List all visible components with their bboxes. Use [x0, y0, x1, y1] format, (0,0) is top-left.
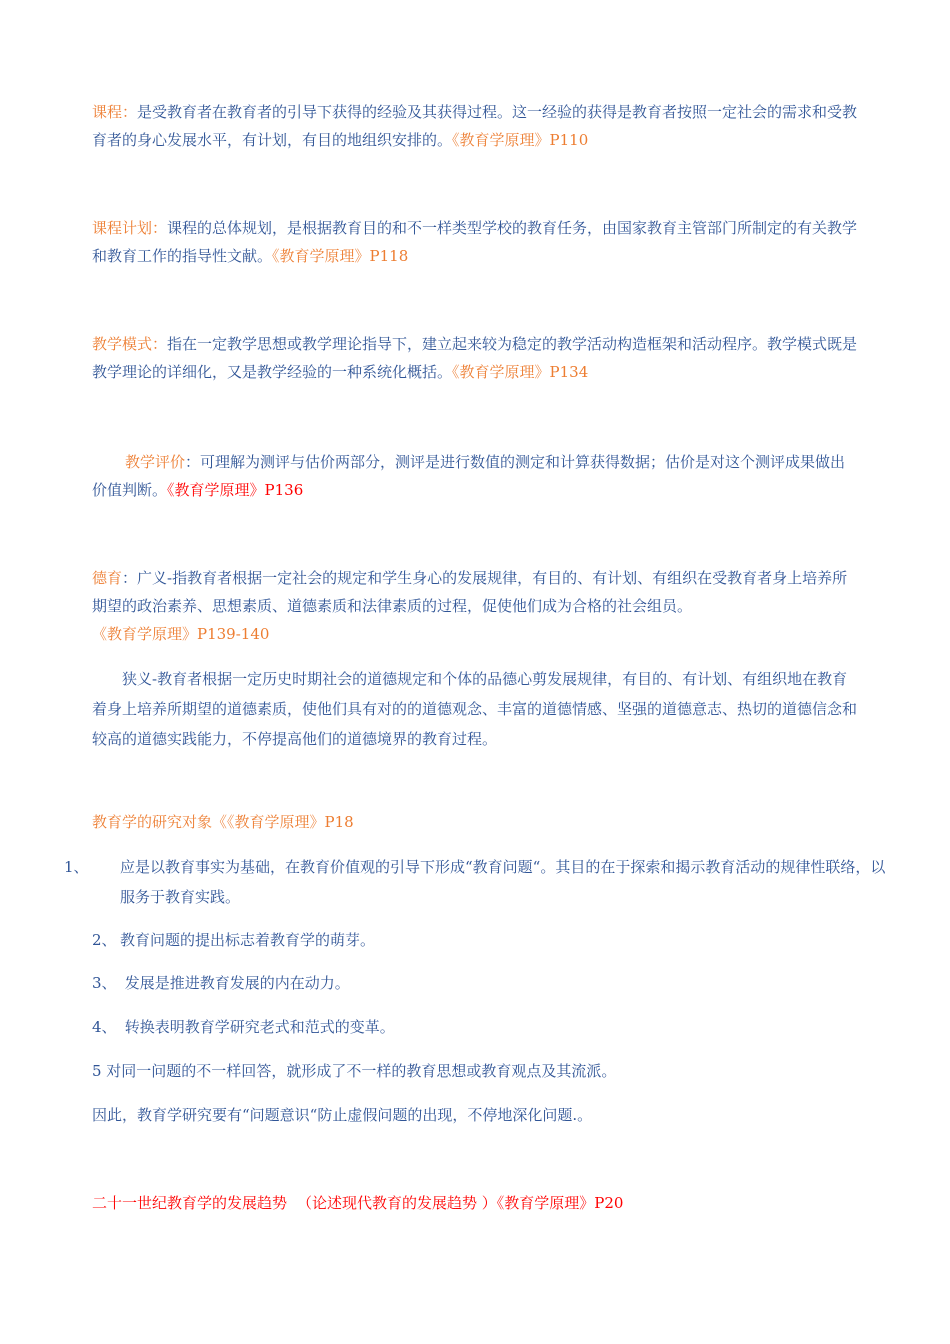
term-separator: ：: [152, 219, 168, 237]
term-separator: ：: [185, 453, 201, 471]
term-label: 教学评价: [125, 453, 186, 471]
conclusion-paragraph: 因此，教育学研究要有“问题意识“防止虚假问题的出现，不停地深化问题.。: [92, 1106, 593, 1124]
term-separator: ：: [152, 335, 168, 353]
definition-deyu-narrow: 狭义-教育者根据一定历史时期社会的道德规定和个体的品德心剪发展规律，有目的、有计划、有组织地在教育着身上培养所期望的道德素质，使他们具有对的的道德观念、丰富的道德情感、坚强的道德意志、热切的道德信念和较高的道德实践能力，不停提高他们的道德境界的教育过程。: [92, 670, 858, 748]
section-heading-research-object: 教育学的研究对象《《教育学原理》P18: [92, 813, 354, 831]
definition-body: 是受教育者在教育者的引导下获得的经验及其获得过程。这一经验的获得是教育者按照一定社会的需求和受教育者的身心发展水平，有计划，有目的地组织安排的。: [92, 103, 858, 149]
list-number: 2、: [92, 931, 117, 949]
list-text: 转换表明教育学研究老式和范式的变革。: [120, 1018, 395, 1036]
source-reference: 《教育学原理》P20: [496, 1194, 624, 1212]
term-separator: ：: [122, 103, 138, 121]
definition-jiaoxue-moshi: [92, 330, 860, 386]
definition-jiaoxue-pingjia: [92, 448, 860, 504]
source-reference: 《教育学原理》P136: [167, 481, 304, 499]
source-reference: 《教育学原理》P139-140: [92, 625, 270, 643]
term-label: 教学模式: [92, 335, 153, 353]
list-text: 发展是推进教育发展的内在动力。: [120, 974, 350, 992]
list-item: [92, 1013, 860, 1041]
definition-deyu: [92, 564, 860, 648]
definition-body: 课程的总体规划，是根据教育目的和不一样类型学校的教育任务，由国家教育主管部门所制定的有关教学和教育工作的指导性文献。: [92, 219, 858, 265]
list-number: 4、: [92, 1018, 117, 1036]
definition-body: 指在一定教学思想或教学理论指导下，建立起来较为稳定的教学活动构造框架和活动程序。教学模式既是教学理论的详细化，又是教学经验的一种系统化概括。: [92, 335, 858, 381]
heading-parenthetical: （论述现代教育的发展趋势 ）: [297, 1194, 497, 1212]
term-separator: ：: [122, 569, 138, 587]
list-item: [92, 926, 860, 954]
definition-kecheng: [92, 98, 860, 154]
list-item: [92, 969, 860, 997]
list-number: 3、: [92, 974, 117, 992]
term-label: 课程: [92, 103, 123, 121]
definition-body: 可理解为测评与估价两部分，测评是进行数值的测定和计算获得数据；估价是对这个测评成果做出价值判断。: [92, 453, 846, 499]
term-label: 德育: [92, 569, 123, 587]
source-reference: 《教育学原理》P134: [452, 363, 589, 381]
list-text: 应是以教育事实为基础，在教育价值观的引导下形成“教育问题“。其目的在于探索和揭示教育活动的规律性联络，以服务于教育实践。: [120, 858, 886, 906]
list-number: 1、: [64, 858, 89, 876]
list-text: 教育问题的提出标志着教育学的萌芽。: [120, 931, 376, 949]
source-reference: 《教育学原理》P110: [452, 131, 589, 149]
source-reference: 《教育学原理》P118: [272, 247, 409, 265]
term-label: 课程计划: [92, 219, 153, 237]
list-item-5: 5 对同一问题的不一样回答，就形成了不一样的教育思想或教育观点及其流派。: [92, 1062, 617, 1080]
definition-body: 广义-指教育者根据一定社会的规定和学生身心的发展规律，有目的、有计划、有组织在受教育者身上培养所期望的政治素养、思想素质、道德素质和法律素质的过程，促使他们成为合格的社会组员。: [92, 569, 848, 615]
definition-kecheng-jihua: [92, 214, 860, 270]
heading-main: 二十一世纪教育学的发展趋势: [92, 1194, 288, 1212]
section-heading-trends: [92, 1189, 860, 1217]
list-item: [64, 852, 888, 912]
